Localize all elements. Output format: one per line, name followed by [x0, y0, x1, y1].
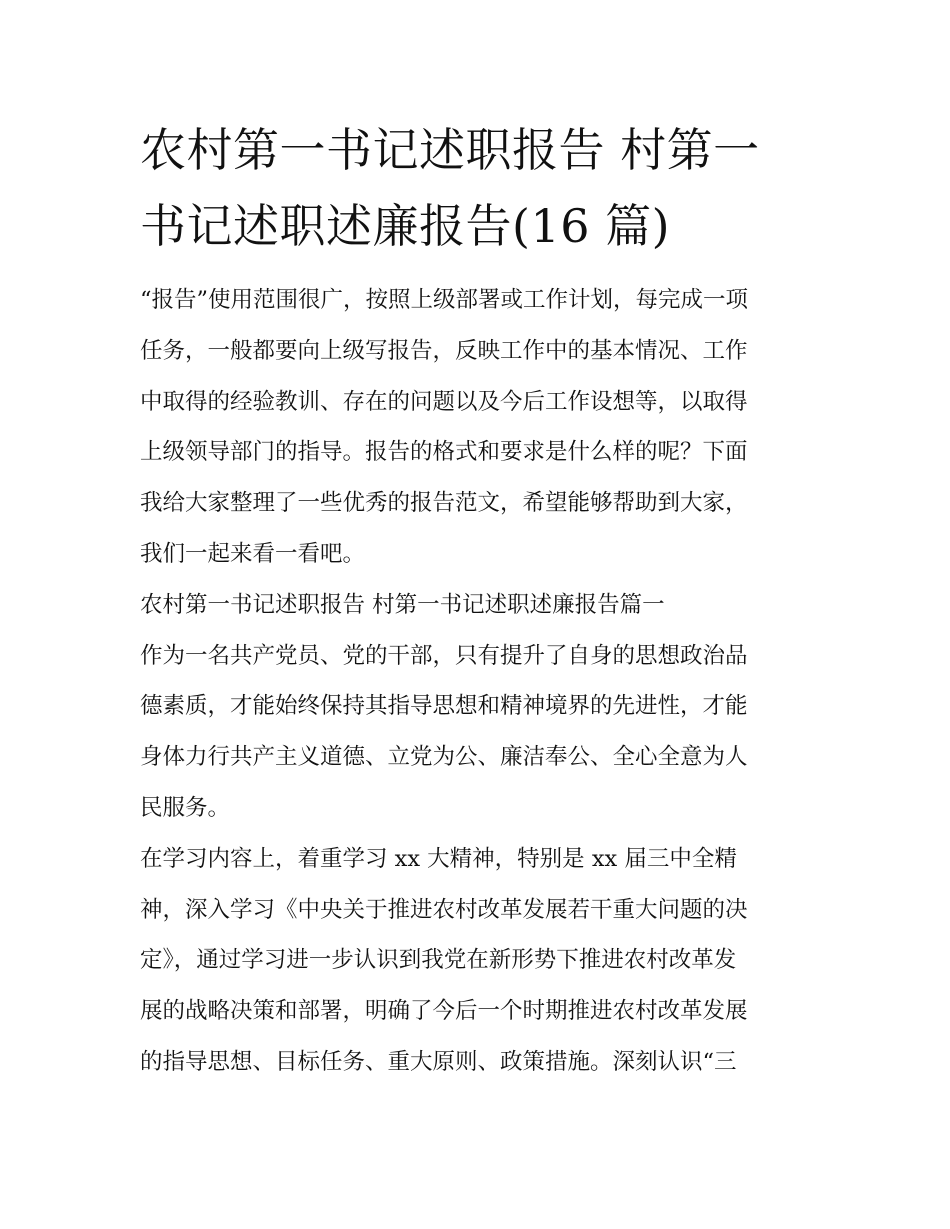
- text-line: 民服务。: [140, 794, 231, 821]
- text-line: 上级领导部门的指导。报告的格式和要求是什么样的呢？下面: [140, 439, 748, 466]
- document-content: [140, 112, 820, 1088]
- text-line: 我给大家整理了一些优秀的报告范文，希望能够帮助到大家，: [140, 490, 748, 517]
- text-line: 德素质，才能始终保持其指导思想和精神境界的先进性，才能: [140, 693, 748, 720]
- text-line: 展的战略决策和部署，明确了今后一个时期推进农村改革发展: [140, 998, 748, 1025]
- title-line: 农村第一书记述职报告 村第一: [140, 123, 760, 177]
- paragraph-intro: [140, 275, 820, 580]
- text-line: 的指导思想、目标任务、重大原则、政策措施。深刻认识“三: [140, 1048, 737, 1075]
- document-title: [140, 112, 820, 264]
- text-line: 在学习内容上，着重学习 xx 大精神，特别是 xx 届三中全精: [140, 845, 737, 872]
- text-line: 作为一名共产党员、党的干部，只有提升了自身的思想政治品: [140, 642, 748, 669]
- title-line: 书记述职述廉报告(16 篇): [140, 199, 671, 253]
- text-line: 我们一起来看一看吧。: [140, 540, 366, 567]
- text-line: “报告”使用范围很广，按照上级部署或工作计划，每完成一项: [140, 287, 749, 313]
- text-line: 神，深入学习《中央关于推进农村改革发展若干重大问题的决: [140, 896, 748, 923]
- section-heading-text: 农村第一书记述职报告 村第一书记述职述廉报告篇一: [140, 591, 665, 618]
- text-line: 身体力行共产主义道德、立党为公、廉洁奉公、全心全意为人: [140, 744, 748, 771]
- paragraph-study-content: [140, 834, 820, 1088]
- section-heading: [140, 580, 820, 631]
- text-line: 任务，一般都要向上级写报告，反映工作中的基本情况、工作: [140, 337, 748, 364]
- document-body: [140, 275, 820, 1088]
- text-line: 中取得的经验教训、存在的问题以及今后工作设想等，以取得: [140, 388, 748, 415]
- paragraph-party-member: [140, 631, 820, 834]
- text-line: 定》，通过学习进一步认识到我党在新形势下推进农村改革发: [140, 947, 737, 974]
